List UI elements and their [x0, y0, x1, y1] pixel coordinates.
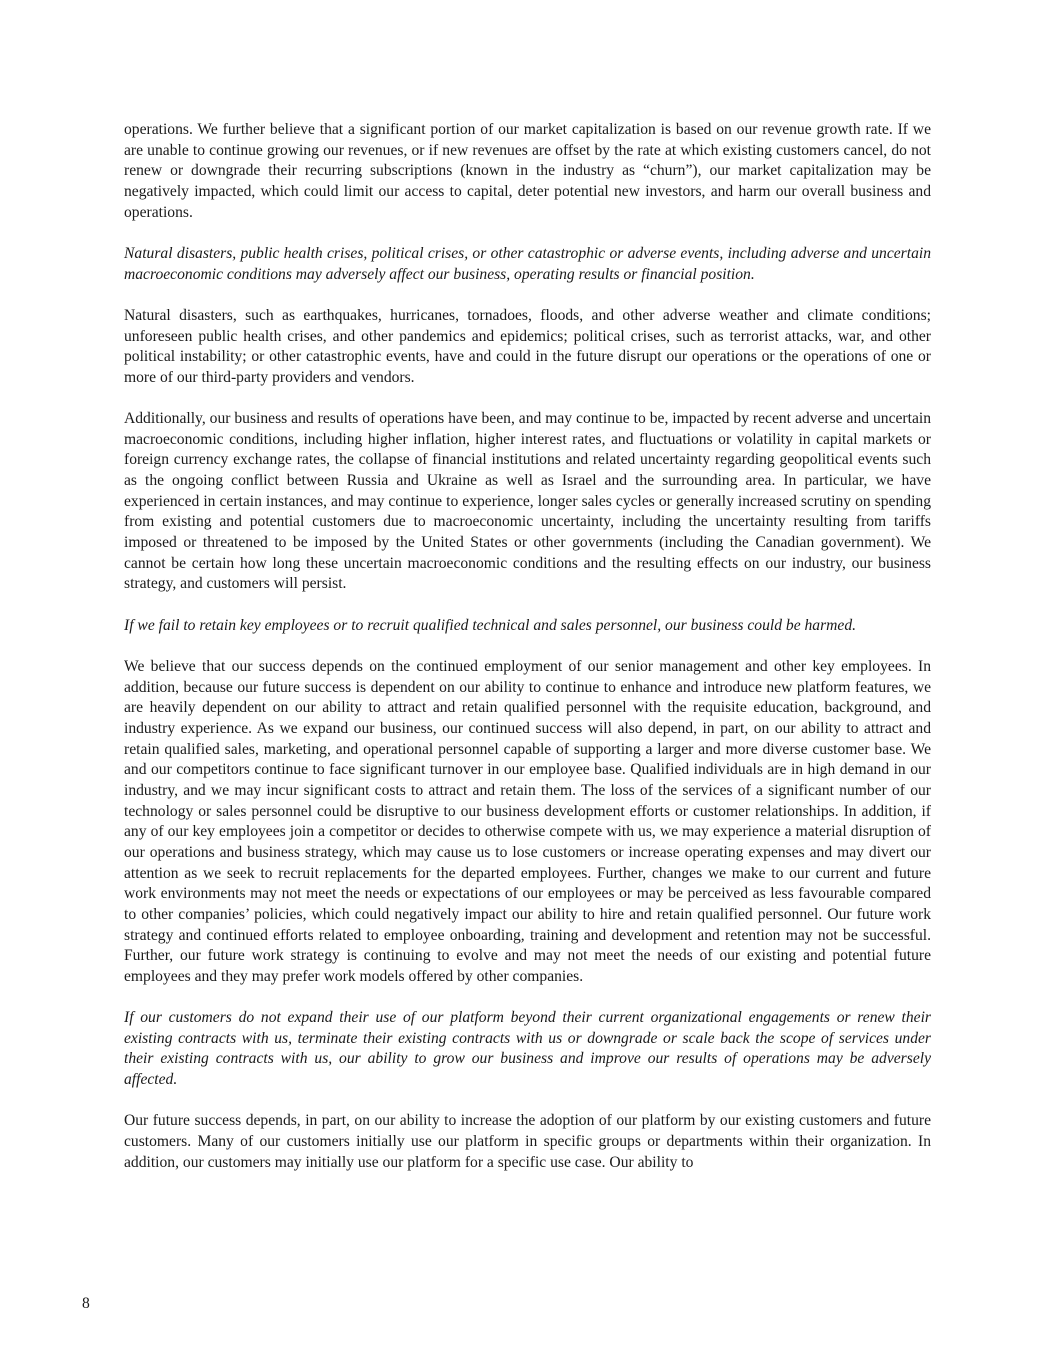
- risk-heading-key-employees: If we fail to retain key employees or to recruit qualified technical and sales personnel, our business could be harmed.: [124, 616, 857, 634]
- risk-heading-customer-expansion: If our customers do not expand their use of our platform beyond their current organizational engagements or renew their existing contracts with us, terminate their existing contracts with us or downgrade or scale back the scope of services under their existing contracts with us, our ability to grow our business and improve our results of operations may be adversely affected.: [124, 1009, 931, 1089]
- document-page: [124, 120, 931, 1194]
- paragraph-macroeconomic-conditions: Additionally, our business and results of operations have been, and may continue to be, impacted by recent adverse and uncertain macroeconomic conditions, including higher inflation, higher interest rates, and fluctuations or volatility in capital markets or foreign currency exchange rates, the collapse of financial institutions and related uncertainty regarding geopolitical events such as the ongoing conflict between Russia and Ukraine as well as Israel and the surrounding area. In particular, we have experienced in certain instances, and may continue to experience, longer sales cycles or generally increased scrutiny on spending from existing and potential customers due to macroeconomic uncertainty, including the uncertainty resulting from tariffs imposed or threatened to be imposed by the United States or other governments (including the Canadian government). We cannot be certain how long these uncertain macroeconomic conditions and the resulting effects on our industry, our business strategy, and customers will persist.: [124, 410, 931, 593]
- page-number: 8: [82, 1295, 90, 1312]
- risk-heading-natural-disasters: Natural disasters, public health crises, political crises, or other catastrophic or adverse events, including adverse and uncertain macroeconomic conditions may adversely affect our business, operating results or financial position.: [124, 244, 931, 283]
- paragraph-customer-expansion: Our future success depends, in part, on our ability to increase the adoption of our platform by our existing customers and future customers. Many of our customers initially use our platform in specific groups or departments within their organization. In addition, our customers may initially use our platform for a specific use case. Our ability to: [124, 1112, 931, 1171]
- paragraph-market-capitalization: operations. We further believe that a significant portion of our market capitalization is based on our revenue growth rate. If we are unable to continue growing our revenues, or if new revenues are offset by the rate at which existing customers cancel, do not renew or downgrade their recurring subscriptions (known in the industry as “churn”), our market capitalization may be negatively impacted, which could limit our access to capital, deter potential new investors, and harm our overall business and operations.: [124, 121, 931, 221]
- paragraph-natural-disasters: Natural disasters, such as earthquakes, hurricanes, tornadoes, floods, and other adverse weather and climate conditions; unforeseen public health crises, and other pandemics and epidemics; political crises, such as terrorist attacks, war, and other political instability; or other catastrophic events, have and could in the future disrupt our operations or the operations of one or more of our third-party providers and vendors.: [124, 306, 931, 386]
- paragraph-key-employees: We believe that our success depends on the continued employment of our senior management and other key employees. In addition, because our future success is dependent on our ability to continue to enhance and introduce new platform features, we are heavily dependent on our ability to attract and retain qualified personnel with the requisite education, background, and industry experience. As we expand our business, our continued success will also depend, in part, on our ability to attract and retain qualified sales, marketing, and operational personnel capable of supporting a larger and more diverse customer base. We and our competitors continue to face significant turnover in our employee base. Qualified individuals are in high demand in our industry, and we may incur significant costs to attract and retain them. The loss of the services of a significant number of our technology or sales personnel could be disruptive to our business development efforts or customer relationships. In addition, if any of our key employees join a competitor or decides to otherwise compete with us, we may experience a material disruption of our operations and business strategy, which may cause us to lose customers or increase operating expenses and may divert our attention as we seek to recruit replacements for the departed employees. Further, changes we make to our current and future work environments may not meet the needs or expectations of our employees or may be perceived as less favourable compared to other companies’ policies, which could negatively impact our ability to hire and retain qualified personnel. Our future work strategy and continued efforts related to employee onboarding, training and development and retention may not be successful. Further, our future work strategy is continuing to evolve and may not meet the needs of our existing and potential future employees and they may prefer work models offered by other companies.: [124, 657, 931, 985]
